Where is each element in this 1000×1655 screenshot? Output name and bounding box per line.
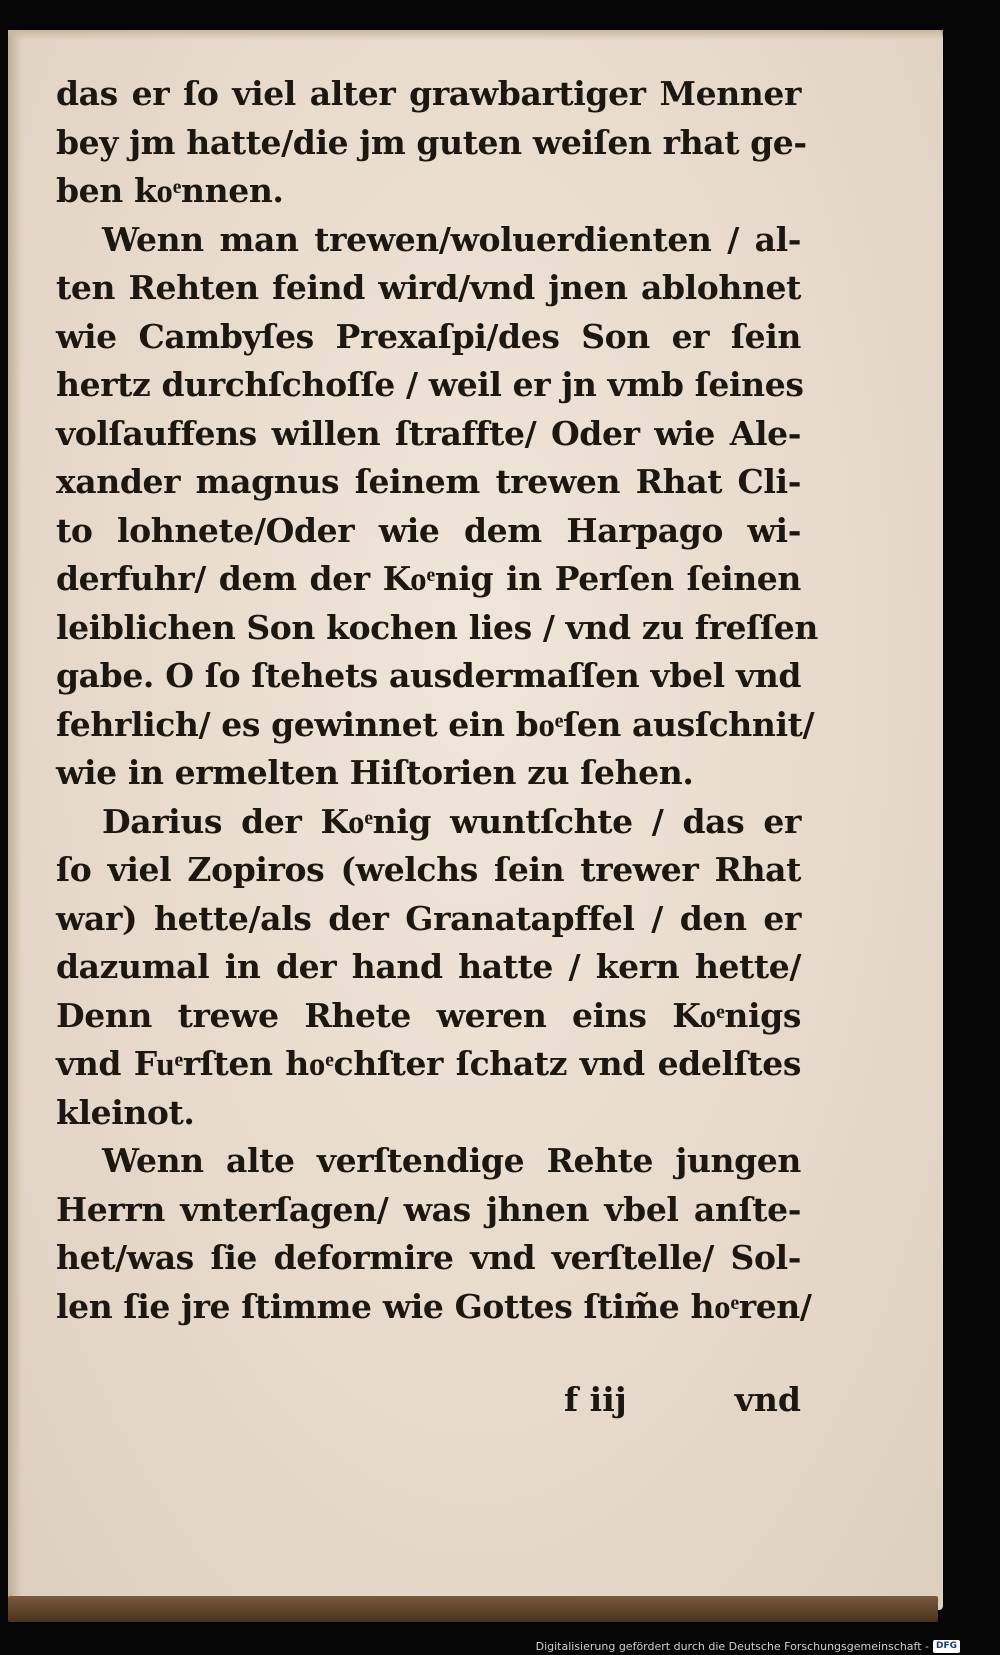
page-top-shadow	[8, 30, 943, 40]
text-line: dazumal in der hand hatte / kern hette/	[56, 947, 801, 986]
page-bottom-edge	[8, 1596, 938, 1622]
signature-mark: f iij	[564, 1380, 627, 1419]
text-line: Herrn vnterſagen/ was jhnen vbel anſte-	[56, 1189, 801, 1229]
page-footer	[56, 1380, 801, 1430]
paragraph-start-line: Wenn alte verſtendige Rehte jungen	[102, 1141, 801, 1180]
text-line: vnd Fuͤrſten hoͤchſter ſchatz vnd edelſtes	[56, 1044, 801, 1083]
text-line: kleinot.	[56, 1092, 195, 1132]
text-line: ten Rehten feind wird/vnd jnen ablohnet	[56, 268, 801, 307]
digitization-credit	[536, 1640, 960, 1653]
paragraph-start-line: Darius der Koͤnig wuntſchte / das er	[102, 801, 801, 841]
text-line: het/was ſie deformire vnd verſtelle/ Sol-	[56, 1238, 801, 1277]
text-line: ben koͤnnen.	[56, 171, 284, 210]
text-line: to lohnete/Oder wie dem Harpago wi-	[56, 510, 801, 550]
text-line: das er ſo viel alter grawbartiger Menner	[56, 74, 801, 113]
text-line: leiblichen Son kochen lies / vnd zu freſſen	[56, 607, 818, 647]
text-line: volſauffens willen ſtraffte/ Oder wie Ale-	[56, 413, 801, 453]
text-line: len ſie jre ſtimme wie Gottes ſtim̃e hoͤren/	[56, 1286, 812, 1326]
page-gutter-shadow	[8, 30, 22, 1610]
text-line: ſo viel Zopiros (welchs ſein trewer Rhat	[56, 850, 801, 889]
text-line: fehrlich/ es gewinnet ein boͤſen ausſchnit/	[56, 704, 815, 744]
text-line: wie in ermelten Hiſtorien zu ſehen.	[56, 753, 694, 792]
text-line: wie Cambyſes Prexaſpi/des Son er ſein	[56, 316, 801, 356]
catchword: vnd	[734, 1380, 801, 1419]
text-line: gabe. O ſo ſtehets ausdermaſſen vbel vnd	[56, 656, 801, 695]
page-text	[56, 70, 818, 1331]
text-line: xander magnus ſeinem trewen Rhat Cli-	[56, 462, 801, 501]
dfg-logo: DFG	[933, 1640, 960, 1653]
text-line: hertz durchſchoſſe / weil er jn vmb ſeines	[56, 365, 804, 404]
paragraph-start-line: Wenn man trewen/woluerdienten / al-	[102, 219, 801, 259]
text-line: bey jm hatte/die jm guten weiſen rhat ge-	[56, 122, 807, 162]
credit-text: Digitalisierung gefördert durch die Deutsche Forschungsgemeinschaft -	[535, 1640, 929, 1653]
text-line: Denn trewe Rhete weren eins Koͤnigs	[56, 995, 801, 1035]
text-line: derfuhr/ dem der Koͤnig in Perſen ſeinen	[56, 559, 801, 598]
text-line: war) hette/als der Granatapffel / den er	[56, 898, 801, 938]
